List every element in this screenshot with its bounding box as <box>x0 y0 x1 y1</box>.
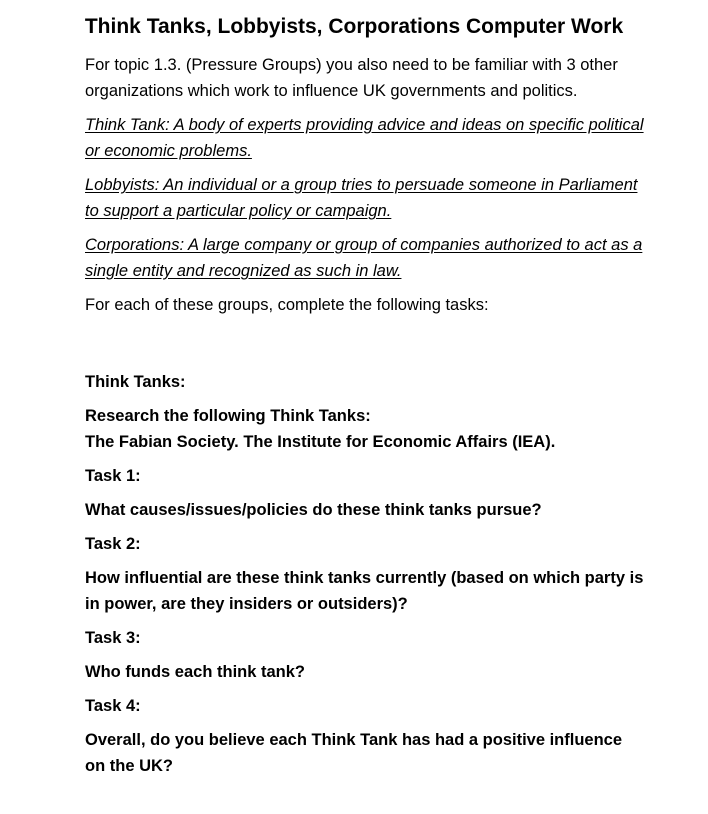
section-heading: Think Tanks: <box>85 373 186 391</box>
task-1-label: Task 1: <box>85 467 141 485</box>
task-4-question: Overall, do you believe each Think Tank has had a positive influence on the UK? <box>85 731 623 775</box>
task-3-label: Task 3: <box>85 629 141 647</box>
task-2-question: How influential are these think tanks currently (based on which party is in power, are they insiders or outsiders)? <box>85 569 644 613</box>
instruction-paragraph: For each of these groups, complete the following tasks: <box>85 296 489 314</box>
intro-paragraph: For topic 1.3. (Pressure Groups) you also need to be familiar with 3 other organizations which work to influence UK governments and politics. <box>85 56 618 100</box>
definition-corporations: Corporations: A large company or group of companies authorized to act as a single entity and recognized as such in law. <box>85 236 643 280</box>
task-2-label: Task 2: <box>85 535 141 553</box>
task-3-question: Who funds each think tank? <box>85 663 306 681</box>
spacer <box>85 326 645 369</box>
document-title: Think Tanks, Lobbyists, Corporations Computer Work <box>84 15 624 38</box>
task-4-label: Task 4: <box>85 697 141 715</box>
research-line: Research the following Think Tanks: <box>85 407 371 425</box>
document-body <box>85 52 645 787</box>
definition-lobbyists: Lobbyists: An individual or a group tries to persuade someone in Parliament to support a particular policy or campaign. <box>85 176 638 220</box>
task-1-question: What causes/issues/policies do these think tanks pursue? <box>85 501 542 519</box>
definition-think-tank: Think Tank: A body of experts providing advice and ideas on specific political or economic problems. <box>85 116 644 160</box>
research-list: The Fabian Society. The Institute for Economic Affairs (IEA). <box>85 433 556 451</box>
